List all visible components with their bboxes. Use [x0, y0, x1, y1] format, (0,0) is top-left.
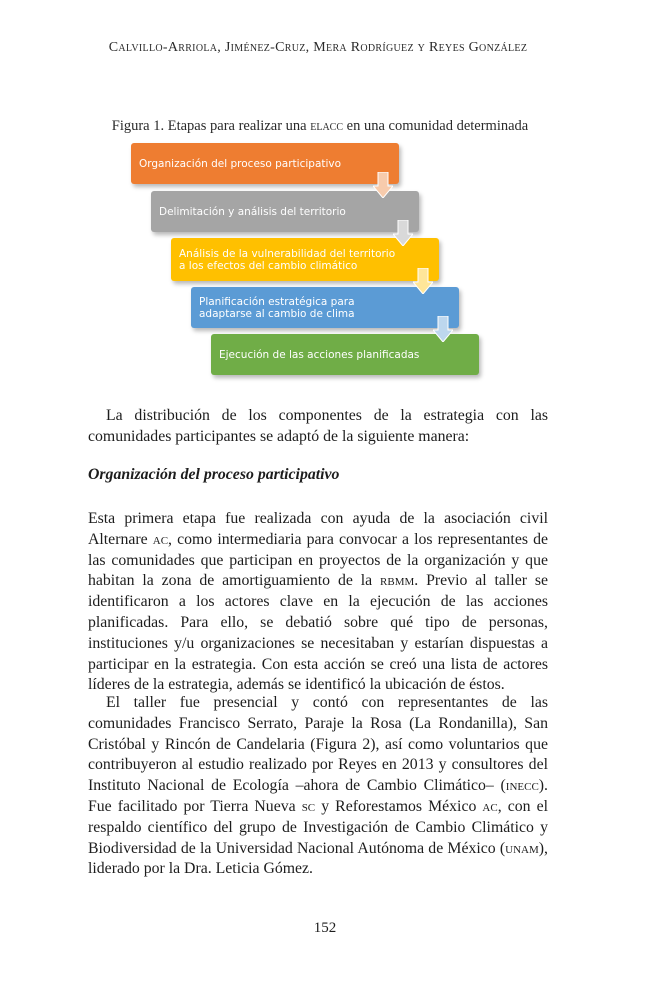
stage-label-5: Ejecución de las acciones planificadas: [219, 348, 420, 361]
stage-label-2: Delimitación y análisis del territorio: [159, 205, 346, 218]
caption-suffix: en una comunidad determinada: [343, 118, 529, 134]
paragraph-1: [88, 509, 548, 696]
p2-f: ac: [482, 797, 498, 815]
intro-paragraph: [88, 406, 548, 448]
stage-label-1: Organización del proceso participativo: [139, 157, 342, 170]
paragraph-1-text: [88, 509, 548, 696]
p2-a: El taller fue presencial y contó con representantes de las comunidades Francisco Serrato, Paraje la Rosa (La Rondanilla), San Cristóbal y Rincón de Candelaria (Figura 2), así como voluntarios que contribuyeron al estudio realizado por Reyes en 2013 y consultores del Instituto Nacional de Ecología –ahora de Cambio Climático– (: [88, 694, 548, 795]
stage-box-1: [131, 143, 399, 184]
paragraph-2: [88, 693, 548, 880]
p2-e: y Reforestamos México: [315, 797, 483, 815]
flow-arrow-3: [413, 268, 433, 294]
p2-i: ), liderado por la Dra. Leticia Gómez.: [88, 839, 548, 878]
p1-e: . Previo al taller se identificaron a los actores clave en la ejecución de las acciones planificadas. Para ello, se debatió sobre qué tipo de personas, instituciones y/u organizaciones se necesitaban y estarían dispuestas a participar en la estrategia. Con esta acción se creó una lista de actores líderes de la estrategia, además se identificó la ubicación de éstos.: [88, 572, 549, 694]
running-head: Calvillo-Arriola, Jiménez-Cruz, Mera Rodríguez y Reyes González: [108, 40, 528, 55]
flow-arrow-1: [373, 172, 393, 198]
p1-c: , como intermediaria para convocar a los representantes de las comunidades que participan en proyectos de la organización y que habitan la zona de amortiguamiento de la: [88, 530, 548, 590]
flow-arrow-2: [393, 220, 413, 246]
flow-arrow-4: [433, 316, 453, 342]
caption-acronym: elacc: [310, 118, 344, 134]
p2-g: , con el respaldo científico del grupo de Investigación de Cambio Climático y Biodiversidad de la Universidad Nacional Autónoma de México (: [88, 797, 548, 857]
p2-c: ). Fue facilitado por Tierra Nueva: [88, 777, 548, 815]
p2-d: sc: [301, 797, 316, 815]
intro-text: La distribución de los componentes de la estrategia con las comunidades participantes se adaptó de la siguiente manera:: [88, 407, 548, 445]
figure-caption: [80, 118, 560, 135]
stage-label-4: Planificación estratégica para adaptarse al cambio de clima: [199, 295, 355, 320]
p1-b: ac: [152, 530, 169, 548]
p2-h: unam: [505, 839, 539, 857]
p2-b: inecc: [505, 777, 539, 795]
page-number: 152: [313, 920, 337, 936]
caption-prefix: Figura 1. Etapas para realizar una: [111, 118, 311, 134]
stage-label-3: Análisis de la vulnerabilidad del territorio a los efectos del cambio climático: [179, 247, 396, 272]
section-heading: Organización del proceso participativo: [88, 466, 340, 483]
p1-a: Esta primera etapa fue realizada con ayuda de la asociación civil Alternare: [88, 510, 548, 548]
p1-d: rbmm: [380, 572, 415, 590]
paragraph-2-text: [88, 693, 548, 880]
